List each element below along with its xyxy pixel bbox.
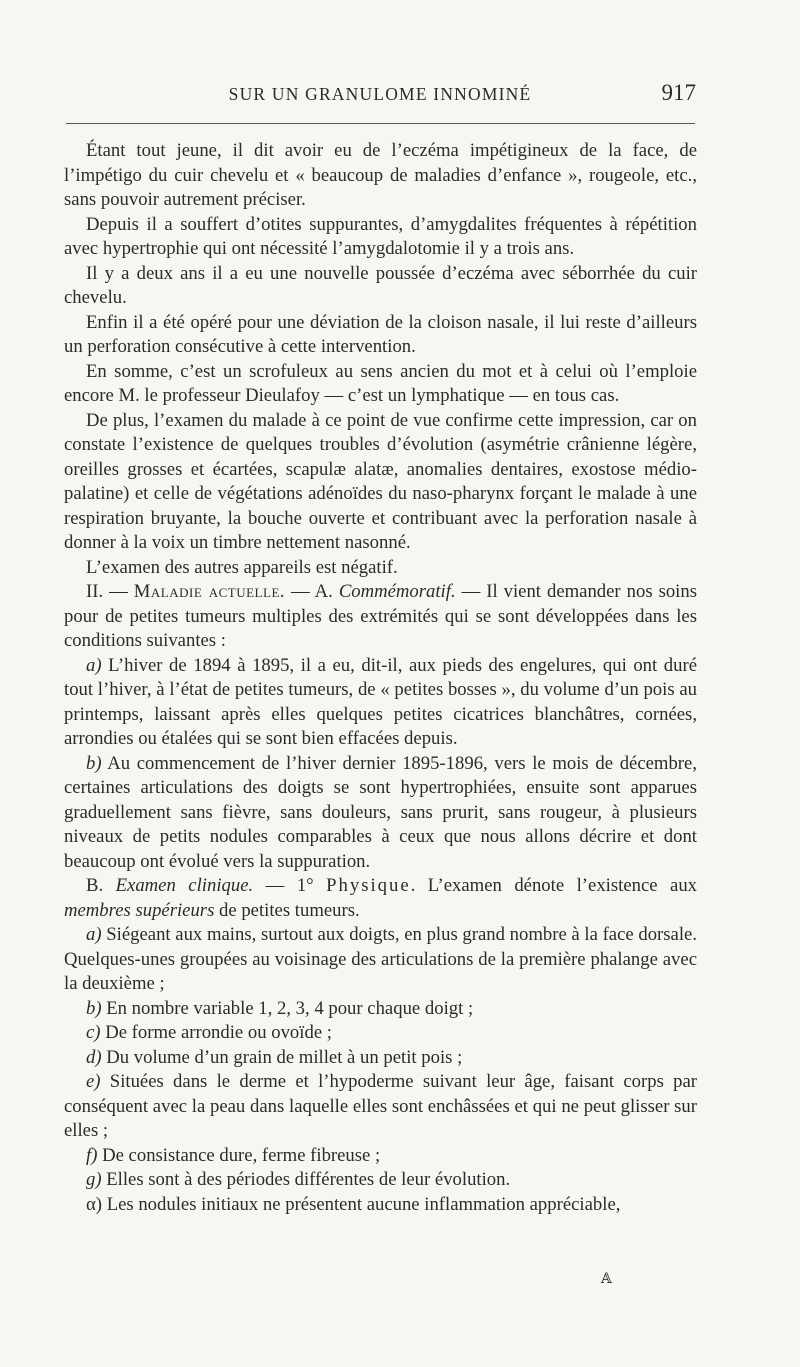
paragraph-text: de petites tumeurs.: [214, 899, 360, 921]
header-rule: [66, 123, 695, 124]
paragraph-text: — 1°: [253, 875, 327, 896]
paragraph: De plus, l’examen du malade à ce point de vue confirme cette impression, car on constate l’existence de quelques troubles d’évolution (asymétrie crânienne légère, oreilles grosses et écartées, scapulæ alatæ, anomalies dentaires, exostose médio-palatine) et celle de végétations adénoïdes du naso-pharynx forçant le malade à une respiration bruyante, la bouche ouverte et contribuant avec la perforation nasale à donner à la voix un timbre nettement nasonné.: [64, 409, 697, 553]
list-item: [64, 997, 697, 1022]
body-text: [64, 139, 697, 1217]
item-label: a): [86, 924, 102, 945]
subsection-letter: B.: [86, 875, 116, 896]
section-title: Maladie actuelle.: [133, 581, 286, 602]
list-item: [64, 752, 697, 875]
paragraph-text: . L’examen dénote l’existence aux: [410, 875, 698, 896]
section-heading-paragraph: [64, 874, 697, 923]
item-text: En nombre variable 1, 2, 3, 4 pour chaque doigt ;: [101, 997, 474, 1019]
emphasis: membres supérieurs: [64, 899, 215, 921]
item-label: d): [86, 1046, 102, 1068]
list-item: [64, 1168, 697, 1193]
list-item: [64, 1046, 697, 1071]
item-text: Au commencement de l’hiver dernier 1895-1896, vers le mois de décembre, certaines articulations des doigts se sont hypertrophiées, ensuite sont apparues graduellement sans fièvre, sans douleurs, sans prurit, sans rougeur, à plusieurs niveaux de petits nodules comparables à ceux que nous allons décrire et dont beaucoup ont évolué vers la suppuration.: [64, 752, 697, 872]
section-heading-paragraph: [64, 580, 697, 654]
item-label: a): [86, 654, 102, 676]
item-label: b): [86, 752, 102, 774]
item-text: Situées dans le derme et l’hypoderme suivant leur âge, faisant corps par conséquent avec la peau dans laquelle elles sont enchâssées et qui ne peut glisser sur elles ;: [64, 1071, 697, 1141]
item-text: Les nodules initiaux ne présentent aucune inflammation appréciable,: [102, 1193, 621, 1215]
paragraph: L’examen des autres appareils est négatif.: [86, 556, 398, 578]
running-head: [64, 80, 696, 110]
paragraph-text: — Il vient demander nos soins pour de petites tumeurs multiples des extrémités qui se sont développées dans les conditions suivantes :: [64, 581, 697, 651]
subsection-title: Examen clinique.: [115, 875, 254, 896]
list-item: [64, 1144, 697, 1169]
item-label: b): [86, 997, 102, 1019]
signature-mark: 𝔸: [601, 1272, 612, 1287]
item-text: De consistance dure, ferme fibreuse ;: [97, 1144, 381, 1166]
list-item: [64, 654, 697, 752]
item-label: f): [86, 1144, 98, 1166]
section-number: II. —: [86, 581, 134, 602]
item-text: Siégeant aux mains, surtout aux doigts, en plus grand nombre à la face dorsale. Quelques-unes groupées au voisinage des articulations de la première phalange avec la deuxième ;: [64, 924, 697, 994]
list-item: [64, 1193, 697, 1218]
paragraph: Il y a deux ans il a eu une nouvelle poussée d’eczéma avec séborrhée du cuir chevelu.: [64, 262, 697, 308]
subsection-letter: — A.: [285, 581, 339, 602]
item-label: e): [86, 1071, 101, 1092]
subsection-title: Commémoratif.: [338, 581, 456, 602]
paragraph: Enfin il a été opéré pour une déviation de la cloison nasale, il lui reste d’ailleurs un perforation consécutive à cette intervention.: [64, 311, 697, 357]
paragraph: En somme, c’est un scrofuleux au sens ancien du mot et à celui où l’emploie encore M. le professeur Dieulafoy — c’est un lymphatique — en tous cas.: [64, 360, 697, 406]
item-label: α): [86, 1193, 103, 1215]
item-text: Du volume d’un grain de millet à un petit pois ;: [101, 1046, 463, 1068]
item-text: De forme arrondie ou ovoïde ;: [100, 1022, 332, 1043]
list-item: [64, 1070, 697, 1144]
list-item: [64, 923, 697, 997]
item-label: g): [86, 1169, 102, 1190]
paragraph: Depuis il a souffert d’otites suppurantes, d’amygdalites fréquentes à répétition avec hypertrophie qui ont nécessité l’amygdalotomie il y a trois ans.: [64, 213, 697, 259]
item-text: L’hiver de 1894 à 1895, il a eu, dit-il, aux pieds des engelures, qui ont duré tout l’hiver, à l’état de petites tumeurs, de « petites bosses », du volume d’un pois au printemps, laissant après elles quelques petites cicatrices blanchâtres, cornées, arrondies ou étalées qui se sont bien effacées depuis.: [64, 654, 697, 749]
item-text: Elles sont à des périodes différentes de leur évolution.: [101, 1169, 511, 1190]
spaced-heading: Physique: [326, 875, 411, 896]
page-number: 917: [661, 80, 696, 105]
running-title: SUR UN GRANULOME INNOMINÉ: [228, 84, 532, 104]
list-item: [64, 1021, 697, 1046]
paragraph: Étant tout jeune, il dit avoir eu de l’eczéma impétigineux de la face, de l’impétigo du cuir chevelu et « beaucoup de maladies d’enfance », rougeole, etc., sans pouvoir autrement préciser.: [64, 140, 697, 210]
item-label: c): [86, 1022, 101, 1043]
